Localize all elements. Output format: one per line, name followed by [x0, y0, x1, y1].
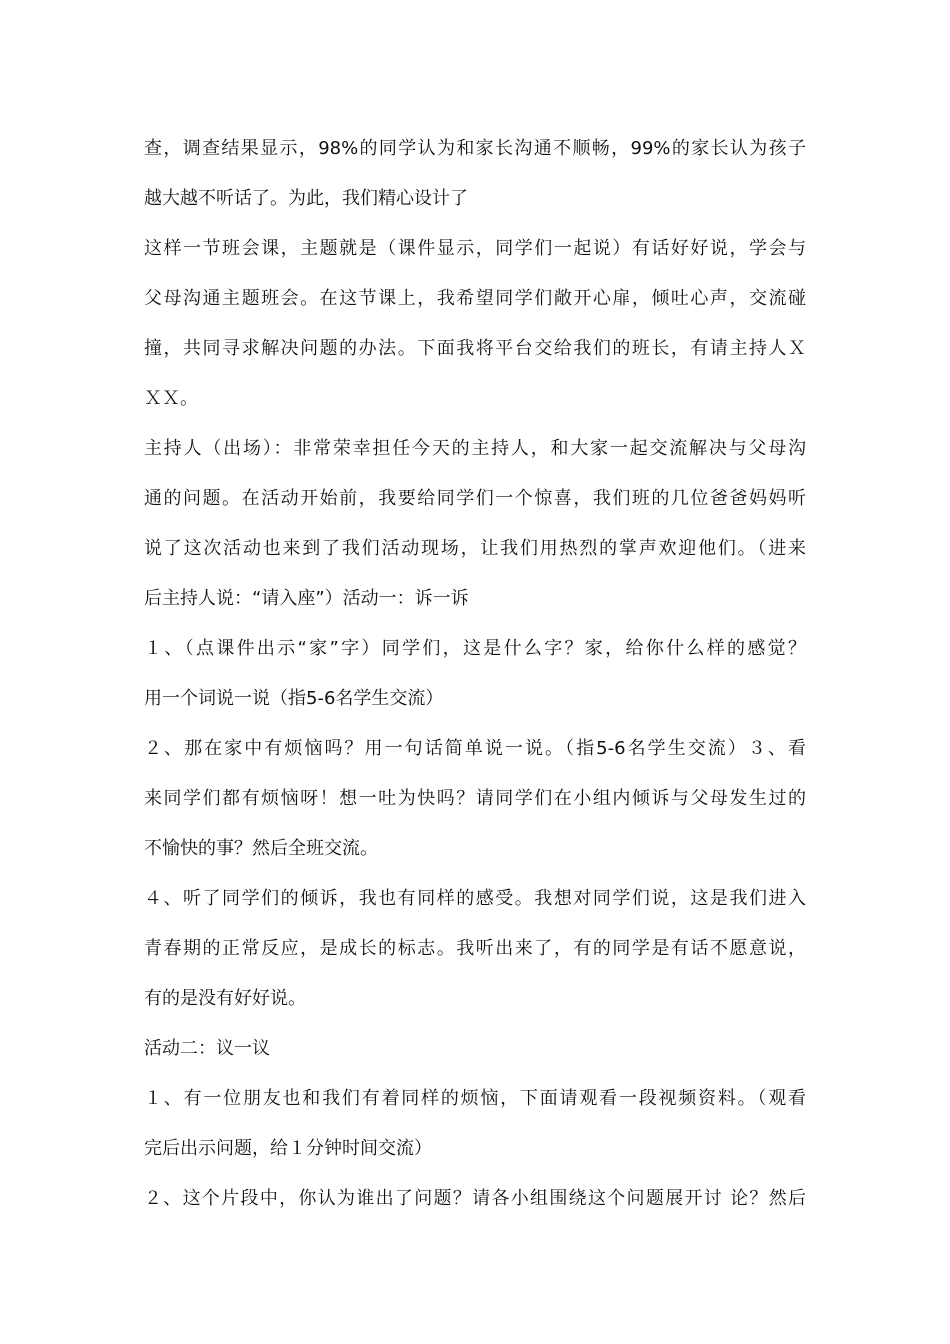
text-line: 通的问题。在活动开始前，我要给同学们一个惊喜，我们班的几位爸爸妈妈听: [144, 488, 806, 509]
text-line: ＸＸ。: [144, 388, 198, 409]
document-body: [144, 124, 806, 1224]
text-line: ２、这个片段中，你认为谁出了问题？请各小组围绕这个问题展开讨 论？然后: [144, 1188, 806, 1209]
section-heading: 活动二：议一议: [144, 1038, 270, 1059]
text-line: 主持人（出场）：非常荣幸担任今天的主持人，和大家一起交流解决与父母沟: [144, 438, 806, 459]
text-line: 父母沟通主题班会。在这节课上，我希望同学们敞开心扉，倾吐心声，交流碰: [144, 288, 806, 309]
text-line: 查，调查结果显示，98%的同学认为和家长沟通不顺畅，99%的家长认为孩子: [144, 138, 806, 159]
text-line: 撞，共同寻求解决问题的办法。下面我将平台交给我们的班长，有请主持人Ｘ: [144, 338, 806, 359]
text-line: 说了这次活动也来到了我们活动现场，让我们用热烈的掌声欢迎他们。（进来: [144, 538, 806, 559]
text-line: 不愉快的事？然后全班交流。: [144, 838, 378, 859]
text-line: 越大越不听话了。为此，我们精心设计了: [144, 188, 468, 209]
text-line: 完后出示问题，给１分钟时间交流）: [144, 1138, 432, 1159]
text-line: ２、那在家中有烦恼吗？用一句话简单说一说。（指5-6名学生交流）３、看: [144, 738, 806, 759]
text-line: 青春期的正常反应，是成长的标志。我听出来了，有的同学是有话不愿意说，: [144, 938, 806, 959]
text-line: 来同学们都有烦恼呀！想一吐为快吗？请同学们在小组内倾诉与父母发生过的: [144, 788, 806, 809]
text-line: 有的是没有好好说。: [144, 988, 306, 1009]
text-line: 后主持人说：“请入座”）活动一：诉一诉: [144, 588, 469, 609]
text-line: 用一个词说一说（指5-6名学生交流）: [144, 688, 444, 709]
text-line: １、有一位朋友也和我们有着同样的烦恼，下面请观看一段视频资料。（观看: [144, 1088, 806, 1109]
text-line: 这样一节班会课，主题就是（课件显示，同学们一起说）有话好好说，学会与: [144, 238, 806, 259]
text-line: ４、听了同学们的倾诉，我也有同样的感受。我想对同学们说，这是我们进入: [144, 888, 806, 909]
text-line: １、（点课件出示“家”字）同学们，这是什么字？家，给你什么样的感觉？: [144, 638, 806, 659]
